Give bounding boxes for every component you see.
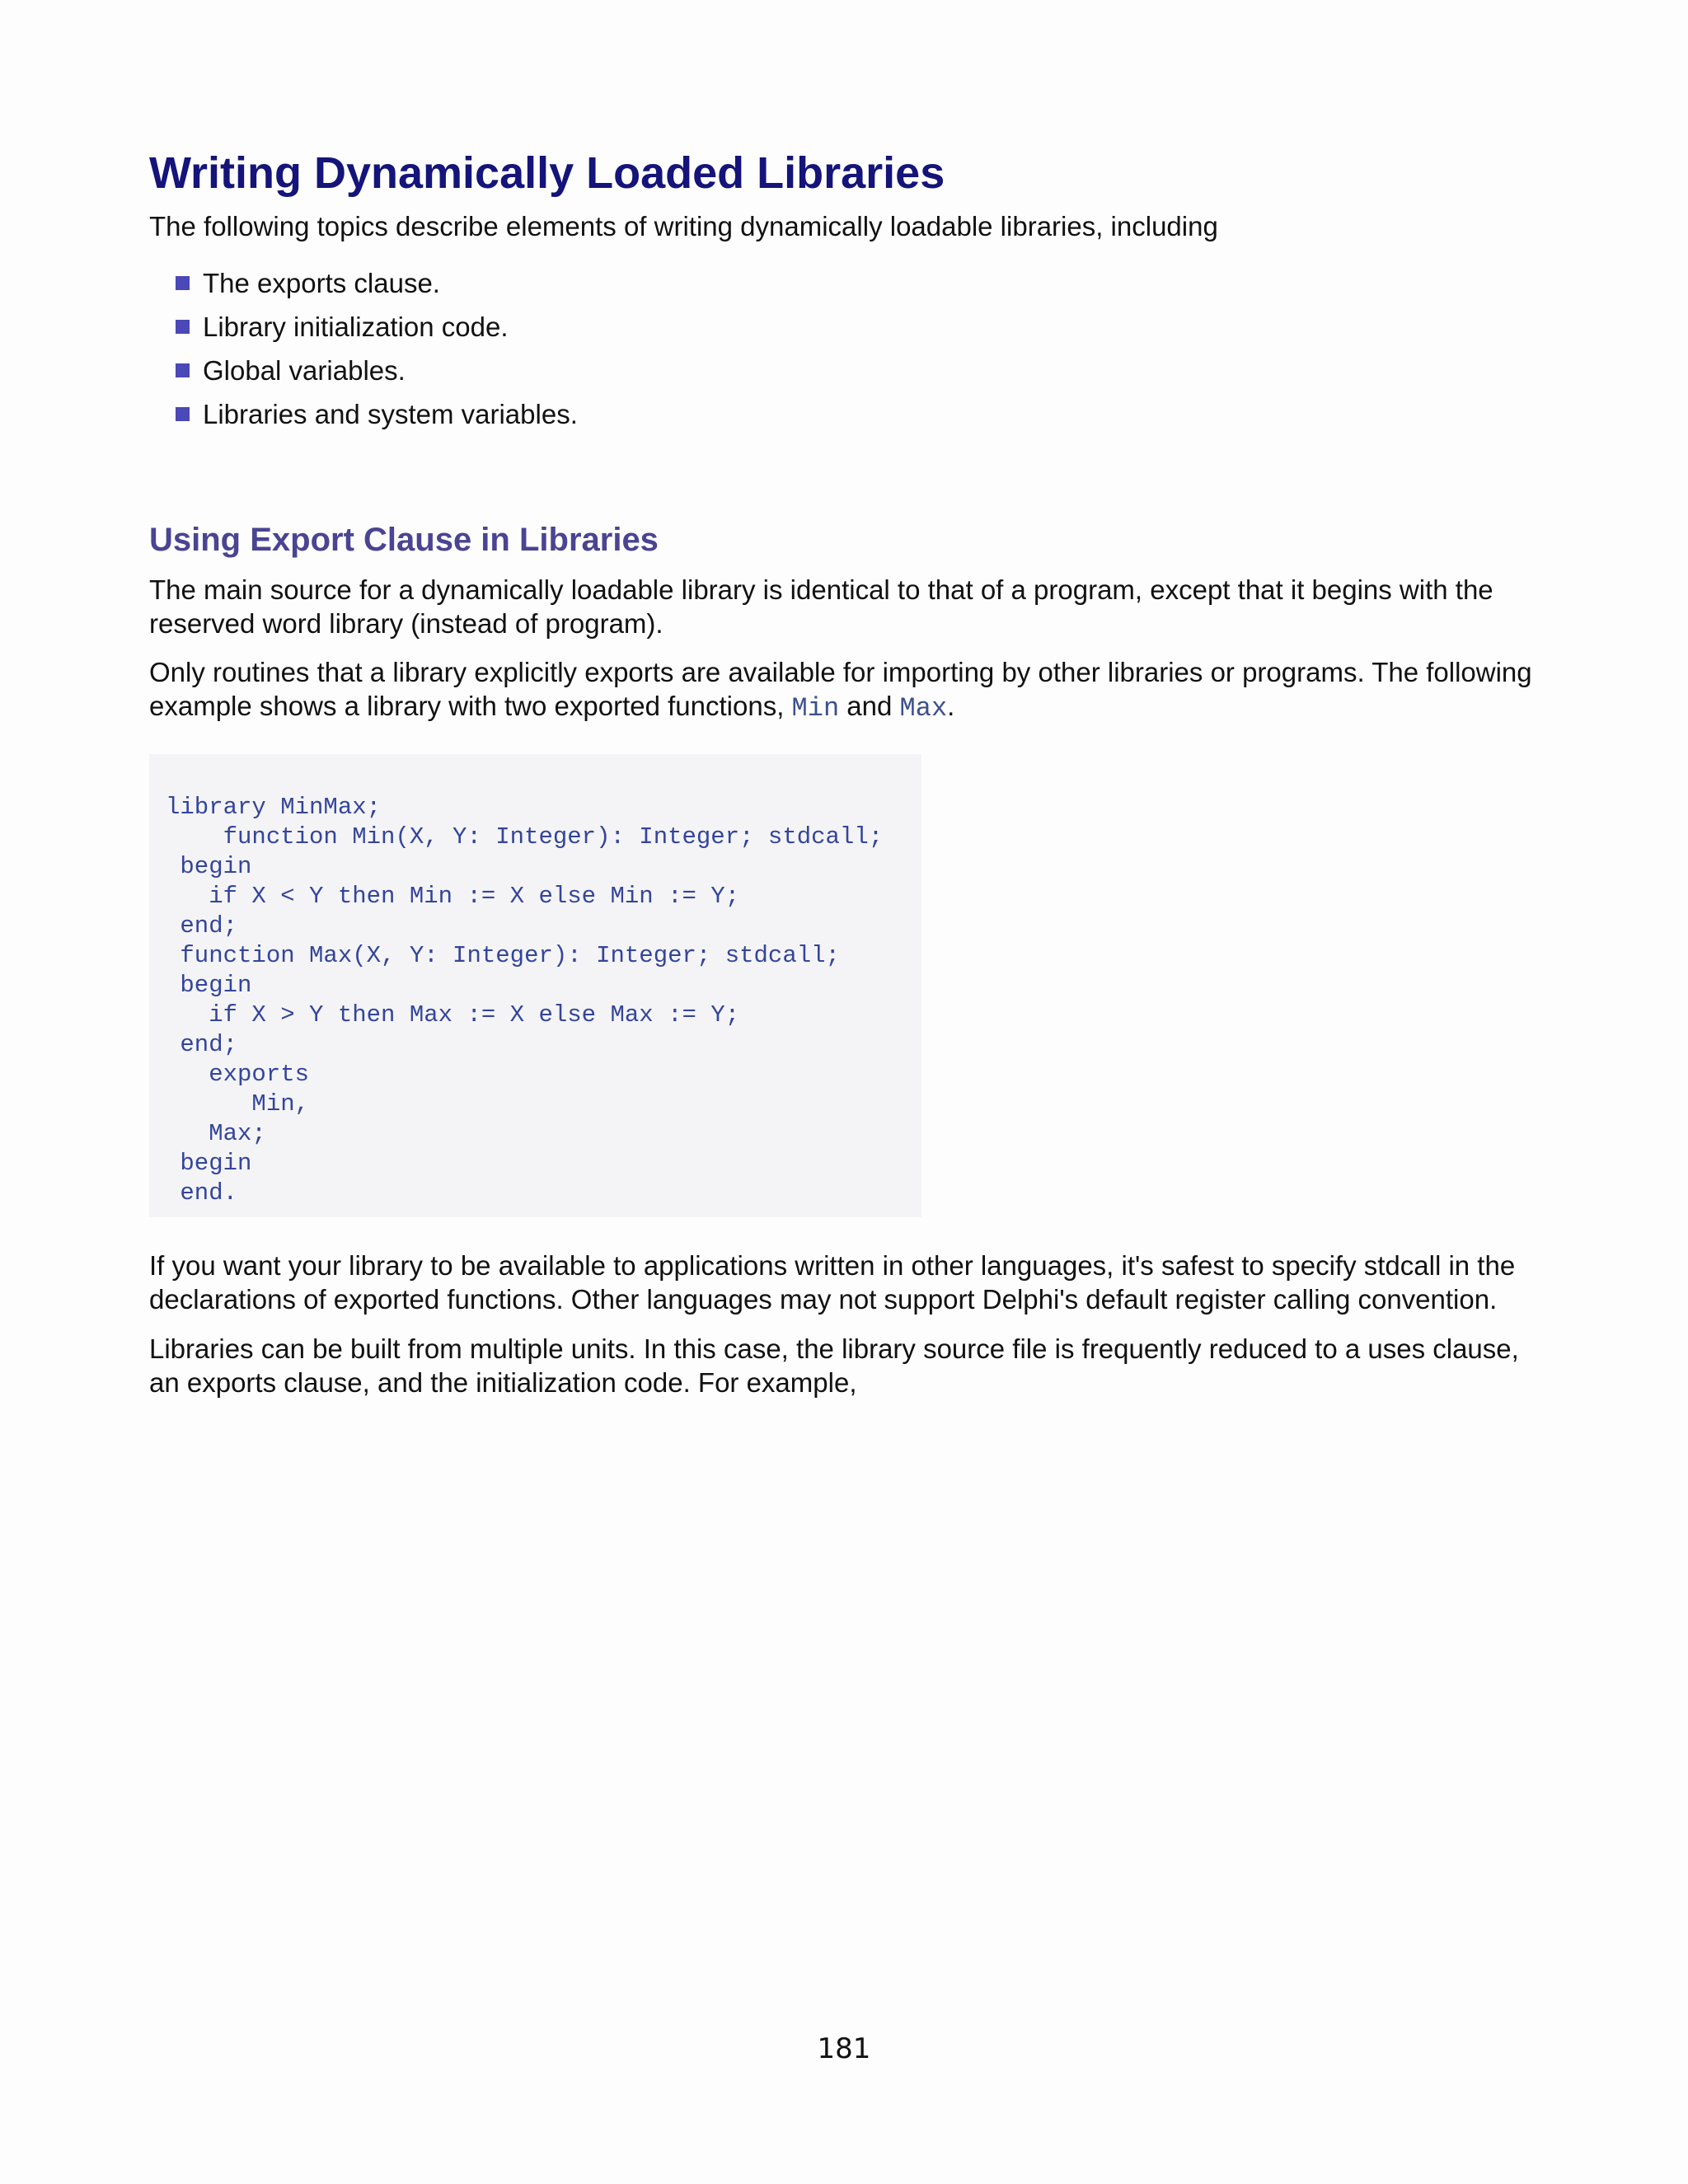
page-content [149, 140, 1550, 1399]
list-item-text: The exports clause. [203, 268, 440, 298]
code-line: begin [166, 1150, 252, 1177]
square-bullet-icon [176, 407, 190, 421]
code-line: if X > Y then Max := X else Max := Y; [166, 1001, 740, 1029]
exports-paragraph-and: and [839, 691, 900, 721]
code-line: library MinMax; [166, 794, 382, 821]
code-line: end. [166, 1179, 238, 1207]
code-line: function Min(X, Y: Integer): Integer; stdcall; [166, 823, 884, 851]
list-item [176, 261, 1550, 305]
page-number: 181 [817, 2032, 871, 2065]
library-source-paragraph: The main source for a dynamically loadable library is identical to that of a program, except that it begins with the reserved word library (instead of program). [149, 574, 1493, 639]
exports-paragraph-end: . [947, 691, 955, 721]
intro-paragraph: The following topics describe elements of writing dynamically loadable libraries, including [149, 211, 1218, 241]
square-bullet-icon [176, 363, 190, 377]
code-line: function Max(X, Y: Integer): Integer; stdcall; [166, 942, 840, 969]
list-item-text: Global variables. [203, 355, 406, 386]
stdcall-paragraph: If you want your library to be available to applications written in other languages, it's safest to specify stdcall in the declarations of exported functions. Other languages may not support Delphi's default register calling convention. [149, 1250, 1516, 1315]
code-line: Min, [166, 1090, 310, 1118]
code-line: end; [166, 1031, 238, 1058]
topic-list [149, 261, 1550, 436]
exports-paragraph-text: Only routines that a library explicitly exports are available for importing by other libraries or programs. The following example shows a library with two exported functions, [149, 657, 1532, 721]
exports-paragraph [149, 655, 1550, 725]
section-title: Using Export Clause in Libraries [149, 522, 659, 558]
multiple-units-paragraph: Libraries can be built from multiple units. In this case, the library source file is frequently reduced to a uses clause, an exports clause, and the initialization code. For example, [149, 1333, 1519, 1398]
inline-code-max: Max [899, 693, 948, 724]
list-item [176, 305, 1550, 349]
square-bullet-icon [176, 276, 190, 290]
list-item [176, 392, 1550, 436]
code-line: begin [166, 853, 252, 880]
page-title: Writing Dynamically Loaded Libraries [149, 148, 945, 198]
list-item [176, 349, 1550, 392]
list-item-text: Libraries and system variables. [203, 399, 578, 429]
code-example [149, 754, 921, 1217]
inline-code-min: Min [791, 693, 840, 724]
code-line: begin [166, 972, 252, 999]
code-line: exports [166, 1061, 310, 1088]
code-line: Max; [166, 1120, 266, 1147]
list-item-text: Library initialization code. [203, 312, 509, 342]
code-line: if X < Y then Min := X else Min := Y; [166, 883, 740, 910]
code-line: end; [166, 912, 238, 940]
square-bullet-icon [176, 320, 190, 334]
